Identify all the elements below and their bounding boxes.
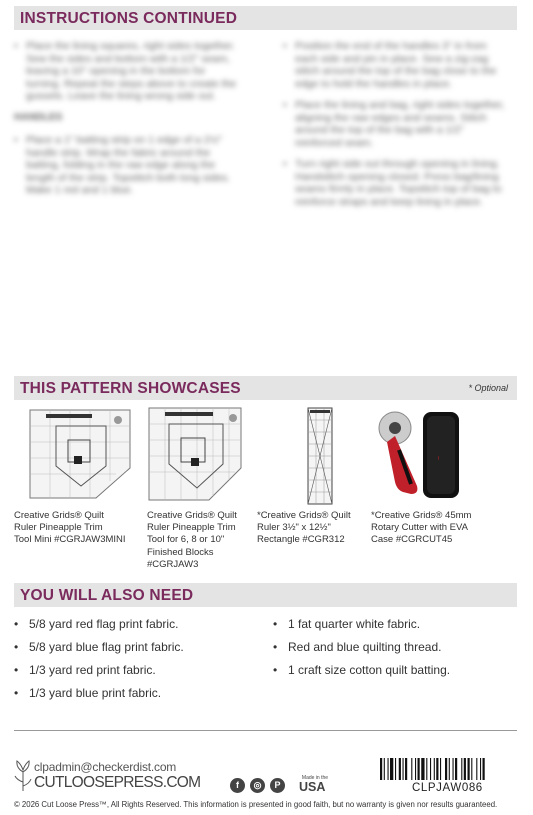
rectangle-ruler-icon <box>257 406 367 506</box>
showcase-banner <box>14 376 517 400</box>
caption-line: Ruler Pineapple Trim <box>147 522 236 534</box>
instruction-step: • Place the lining and bag, right sides together, aligning the raw edges and seams. Stitch around the top of the bag with a 1/2" reinforced seam. <box>283 99 511 149</box>
supplies-title: YOU WILL ALSO NEED <box>20 587 194 604</box>
rotary-cutter-icon <box>373 406 469 502</box>
instructions-title: INSTRUCTIONS CONTINUED <box>20 10 238 27</box>
instagram-icon[interactable]: ◎ <box>250 778 265 793</box>
pinterest-icon[interactable]: P <box>270 778 285 793</box>
instruction-step: • Turn right side out through opening in lining. Handstitch opening closed. Press bag/lining seams firmly in place. Topstitch top of bag to reinforce straps and keep lining in place. <box>283 158 511 208</box>
caption-line: Tool Mini #CGRJAW3MINI <box>14 534 126 546</box>
supply-item: • Red and blue quilting thread. <box>273 639 450 662</box>
caption-line: Finished Blocks <box>147 546 214 558</box>
handles-heading: HANDLES <box>14 111 63 123</box>
product-caption <box>14 510 126 547</box>
optional-note: * Optional <box>468 383 508 393</box>
instruction-step: • Place the lining squares, right sides together. Sew the sides and bottom with a 1/2" seam, leaving a 10" opening in the bottom for turning. Repeat the steps above to create the gussets. Leave the lining wrong side out. <box>14 40 242 103</box>
footer-website[interactable]: CUTLOOSEPRESS.COM <box>34 774 201 791</box>
caption-line: *Creative Grids® Quilt <box>257 510 351 521</box>
instruction-step: • Position the end of the handles 3" in from each side and pin in place. Sew a zig-zag stitch around the top of the bag close to the edge to hold the handles in place. <box>283 40 511 90</box>
supply-item: • 1 craft size cotton quilt batting. <box>273 662 450 685</box>
instructions-right-column <box>283 40 511 217</box>
pineapple-ruler-icon <box>147 406 243 502</box>
caption-line: Rotary Cutter with EVA <box>371 522 468 534</box>
caption-line: Creative Grids® Quilt <box>147 510 237 521</box>
instruction-step: • Place a 1" batting strip on 1 edge of a 2½" handle strip. Wrap the fabric around the batting, folding in the raw edge along the length of the strip. Topstitch both long sides. Make 1 red and 1 blue. <box>14 134 242 197</box>
made-in-label: Made in the <box>301 775 329 781</box>
product-caption <box>371 510 471 547</box>
barcode <box>380 758 517 780</box>
supplies-banner <box>14 583 517 607</box>
svg-text:~: ~ <box>436 455 443 461</box>
caption-line: Case #CGRCUT45 <box>371 534 453 546</box>
supply-item: • 5/8 yard red flag print fabric. <box>14 616 184 639</box>
instructions-banner <box>14 6 517 30</box>
facebook-icon[interactable]: f <box>230 778 245 793</box>
caption-line: Creative Grids® Quilt <box>14 510 104 521</box>
product-caption <box>257 510 351 547</box>
supplies-list-left <box>14 616 184 708</box>
caption-line: Ruler 3½" x 12½" <box>257 522 331 534</box>
sku-number: CLPJAW086 <box>412 782 483 794</box>
made-in-usa: USA <box>299 780 326 794</box>
caption-line: Ruler Pineapple Trim <box>14 522 103 534</box>
supply-item: • 1/3 yard blue print fabric. <box>14 685 184 708</box>
supply-item: • 1/3 yard red print fabric. <box>14 662 184 685</box>
caption-line: Rectangle #CGR312 <box>257 534 345 546</box>
supply-item: • 1 fat quarter white fabric. <box>273 616 450 639</box>
caption-line: #CGRJAW3 <box>147 558 199 570</box>
pineapple-ruler-mini-icon <box>26 406 136 502</box>
caption-line: *Creative Grids® 45mm <box>371 510 472 521</box>
footer-email[interactable]: clpadmin@checkerdist.com <box>34 760 177 774</box>
supplies-list-right <box>273 616 450 685</box>
supply-item: • 5/8 yard blue flag print fabric. <box>14 639 184 662</box>
flower-logo-icon <box>12 758 34 792</box>
footer-divider <box>14 730 517 731</box>
instructions-left-column <box>14 40 242 206</box>
product-caption <box>147 510 237 571</box>
showcase-title: THIS PATTERN SHOWCASES <box>20 380 241 397</box>
caption-line: Tool for 6, 8 or 10" <box>147 534 225 546</box>
copyright-notice: © 2026 Cut Loose Press™, All Rights Reserved. This information is presented in good faith, but no warranty is given nor results guaranteed. <box>14 800 498 809</box>
